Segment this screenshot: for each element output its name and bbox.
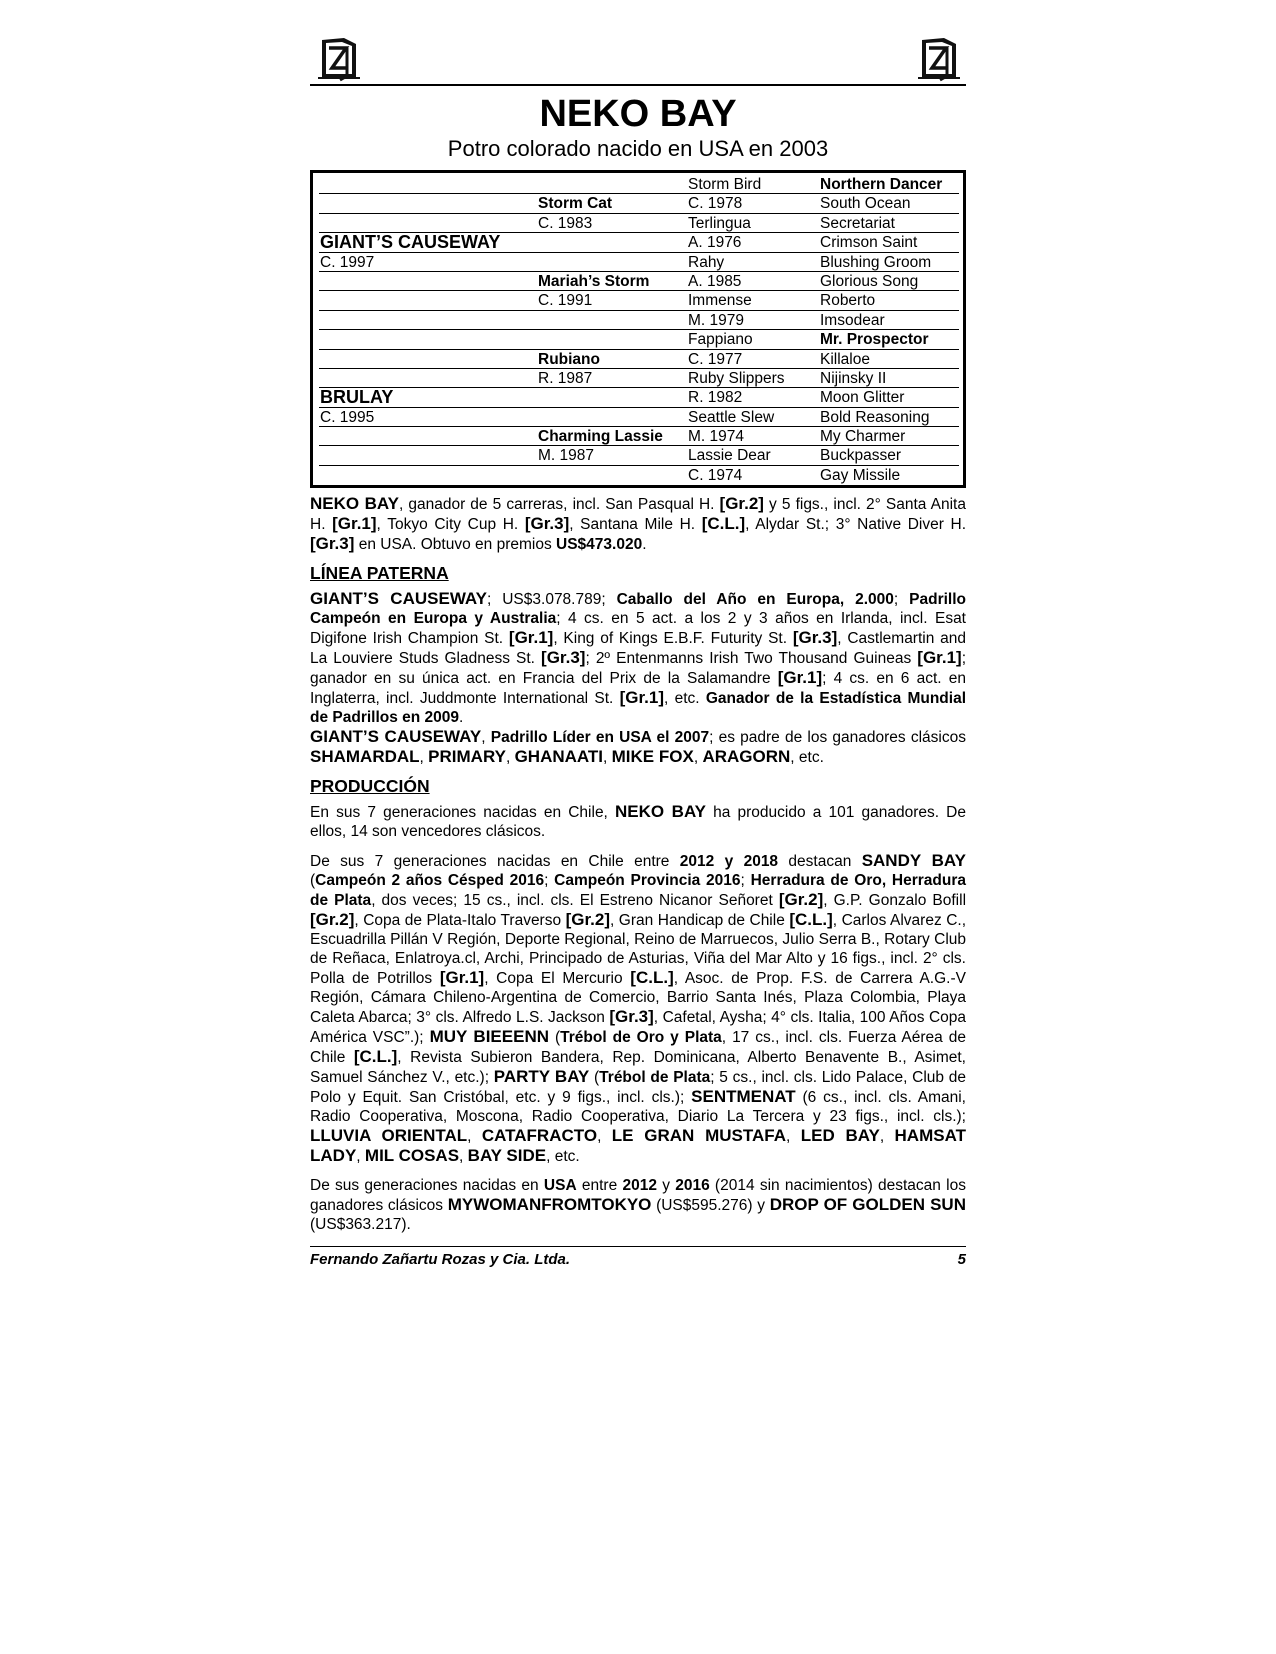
text-run: , etc. — [546, 1148, 580, 1166]
pedigree-cell: M. 1974 — [687, 427, 819, 446]
text-run: ; es padre de los ganadores clásicos — [709, 729, 966, 747]
grade-badge: [C.L.] — [701, 514, 746, 534]
text-run: y 5 figs., incl. 2° Santa Anita H. — [310, 496, 966, 534]
linea-paragraph — [310, 589, 966, 727]
pedigree-cell: Immense — [687, 291, 819, 310]
pedigree-cell — [319, 369, 537, 388]
pedigree-row — [319, 214, 959, 233]
pedigree-row — [319, 194, 959, 213]
body-text — [310, 494, 966, 1234]
horse-name: CATAFRACTO — [481, 1126, 598, 1146]
pedigree-cell: Imsodear — [819, 311, 959, 330]
text-run: ; 5 cs., incl. cls. Lido Palace, Club de Polo y Equit. San Cristóbal, etc. y 9 figs., incl. cls.); — [310, 1069, 967, 1107]
pedigree-cell: C. 1978 — [687, 194, 819, 213]
pedigree-cell: C. 1977 — [687, 350, 819, 369]
text-run: entre — [576, 1177, 623, 1195]
horse-name: GIANT’S CAUSEWAY — [310, 589, 487, 609]
grade-badge: [Gr.2] — [310, 910, 355, 930]
pedigree-cell — [319, 194, 537, 213]
text-run: (6 cs., incl. cls. Amani, Radio Cooperativa, Moscona, Radio Cooperativa, Diario La Tercera y 23 figs., incl. cls.); — [310, 1089, 966, 1126]
text-run: , — [603, 749, 612, 767]
pedigree-cell: Rubiano — [537, 350, 687, 369]
text-run: Campeón Provincia 2016 — [554, 872, 741, 890]
text-run: De sus 7 generaciones nacidas en Chile entre — [310, 853, 680, 871]
pedigree-cell — [537, 388, 687, 407]
text-run: , — [505, 749, 515, 767]
pedigree-row — [319, 330, 959, 349]
pedigree-row — [319, 446, 959, 465]
linea-paragraph — [310, 727, 966, 767]
text-run: , ganador de 5 carreras, incl. San Pasqual H. — [398, 496, 720, 514]
pedigree-cell: Seattle Slew — [687, 408, 819, 427]
pedigree-cell: A. 1976 — [687, 233, 819, 252]
text-run: , — [419, 749, 429, 767]
pedigree-cell: C. 1997 — [319, 253, 537, 272]
pedigree-cell: Killaloe — [819, 350, 959, 369]
text-run: destacan — [778, 853, 862, 871]
pedigree-cell: C. 1974 — [688, 466, 743, 484]
grade-badge: [Gr.1] — [917, 648, 962, 668]
horse-name: BAY SIDE — [467, 1146, 547, 1166]
text-run: De sus generaciones nacidas en — [310, 1177, 544, 1195]
text-run: ; US$3.078.789; — [486, 591, 617, 609]
text-run: , etc. — [790, 749, 824, 767]
text-run: , King of Kings E.B.F. Futurity St. — [553, 630, 793, 648]
text-run: , — [467, 1128, 482, 1146]
text-run: ; 4 cs. en 6 act. en Inglaterra, incl. Juddmonte International St. — [310, 670, 966, 708]
intro-paragraph — [310, 494, 966, 554]
text-run: (US$363.217). — [310, 1216, 411, 1234]
pedigree-cell: C. 1991 — [537, 291, 687, 310]
page-header — [310, 30, 966, 86]
page-subtitle: Potro colorado nacido en USA en 2003 — [447, 136, 829, 161]
pedigree-cell — [319, 214, 537, 233]
produccion-paragraph — [310, 1176, 966, 1234]
grade-badge: [Gr.1] — [439, 968, 485, 988]
grade-badge: [Gr.3] — [609, 1007, 654, 1027]
produccion-paragraph — [310, 802, 966, 841]
pedigree-cell: R. 1987 — [537, 369, 687, 388]
pedigree-cell — [319, 272, 537, 291]
text-run: , etc. — [664, 690, 706, 708]
text-run: , Santana Mile H. — [569, 516, 702, 534]
text-run: (US$595.276) y — [651, 1197, 770, 1215]
zr-logo-icon — [316, 34, 362, 82]
text-run: Trébol de Plata — [599, 1069, 711, 1087]
pedigree-cell: South Ocean — [819, 194, 959, 213]
text-run: . — [642, 536, 647, 554]
grade-badge: [C.L.] — [353, 1047, 398, 1067]
pedigree-cell: Lassie Dear — [687, 446, 819, 465]
pedigree-cell: Secretariat — [819, 214, 959, 233]
text-run: ; — [740, 872, 751, 890]
text-run: ; — [544, 872, 555, 890]
text-run: , — [879, 1128, 895, 1146]
text-run: , Castlemartin and La Louviere Studs Gladness St. — [310, 630, 966, 668]
page-footer — [310, 1246, 966, 1268]
pedigree-row — [319, 311, 959, 330]
text-run: , Revista Subieron Bandera, Rep. Dominicana, Alberto Benavente B., Asimet, Samuel Sánchez V., etc.); — [310, 1049, 966, 1087]
pedigree-cell: Ruby Slippers — [687, 369, 819, 388]
text-run: , Gran Handicap de Chile — [610, 912, 790, 930]
pedigree-cell: My Charmer — [819, 427, 959, 446]
text-run: . — [459, 709, 464, 727]
prize-amount: US$473.020 — [556, 536, 643, 554]
pedigree-cell — [319, 446, 537, 465]
pedigree-cell: BRULAY — [319, 388, 537, 407]
pedigree-cell — [319, 311, 537, 330]
pedigree-cell — [319, 291, 537, 310]
horse-name: DROP OF GOLDEN SUN — [769, 1195, 966, 1215]
text-run: , — [693, 749, 703, 767]
pedigree-cell: Fappiano — [687, 330, 819, 349]
text-run: , dos veces; 15 cs., incl. cls. El Estreno Nicanor Señoret — [371, 892, 779, 910]
grade-badge: [Gr.2] — [778, 890, 824, 910]
text-run: , Copa El Mercurio — [484, 970, 631, 988]
text-run: ha producido a 101 ganadores. De ellos, 14 son vencedores clásicos. — [310, 804, 966, 841]
grade-badge: [C.L.] — [630, 968, 674, 988]
pedigree-cell — [537, 311, 687, 330]
text-run: Caballo del Año en Europa, 2.000 — [616, 591, 894, 609]
horse-name: GIANT’S CAUSEWAY — [310, 727, 482, 747]
text-run: 2012 y 2018 — [679, 853, 779, 871]
text-run: ; 2º Entenmanns Irish Two Thousand Guineas — [585, 650, 918, 668]
grade-badge: [Gr.1] — [619, 688, 665, 708]
horse-name: MIKE FOX — [611, 747, 694, 767]
pedigree-row — [319, 427, 959, 446]
text-run: 2016 — [675, 1177, 710, 1195]
text-run: Padrillo Líder en USA el 2007 — [490, 729, 710, 747]
grade-badge: [Gr.1] — [508, 628, 554, 648]
grade-badge: [Gr.3] — [792, 628, 838, 648]
horse-name: MYWOMANFROMTOKYO — [447, 1195, 652, 1215]
grade-badge: [Gr.1] — [332, 514, 377, 534]
text-run: Padrillo Campeón en Europa y Australia — [310, 591, 966, 628]
grade-badge: [Gr.3] — [541, 648, 586, 668]
pedigree-cell: Crimson Saint — [819, 233, 959, 252]
pedigree-cell: Mariah’s Storm — [537, 272, 687, 291]
text-run: Trébol de Oro y Plata — [560, 1029, 722, 1047]
pedigree-cell: Storm Cat — [537, 194, 687, 213]
grade-badge: [C.L.] — [789, 910, 833, 930]
text-run: en USA. Obtuvo en premios — [354, 536, 557, 554]
pedigree-cell — [537, 175, 687, 194]
text-run: Ganador de la Estadística Mundial de Padrillos en 2009 — [310, 690, 967, 727]
text-run: , Tokyo City Cup H. — [376, 516, 525, 534]
pedigree-cell: R. 1982 — [687, 388, 819, 407]
pedigree-cell — [537, 466, 687, 485]
text-run: , — [597, 1128, 612, 1146]
pedigree-cell — [319, 427, 537, 446]
pedigree-cell — [319, 330, 537, 349]
pedigree-cell: C. 1983 — [537, 214, 687, 233]
text-run: USA — [543, 1177, 577, 1195]
pedigree-cell: M. 1987 — [537, 446, 687, 465]
horse-name: LLUVIA ORIENTAL — [310, 1126, 468, 1146]
text-run: , — [481, 729, 491, 747]
horse-name: PARTY BAY — [493, 1067, 590, 1087]
horse-name: LE GRAN MUSTAFA — [611, 1126, 787, 1146]
pedigree-cell: A. 1985 — [687, 272, 819, 291]
page-number: 5 — [957, 1251, 966, 1269]
horse-name: NEKO BAY — [310, 494, 399, 514]
produccion-paragraph — [310, 851, 966, 1166]
grade-badge: [Gr.2] — [565, 910, 610, 930]
horse-name: SHAMARDAL — [310, 747, 420, 767]
pedigree-cell — [537, 233, 687, 252]
text-run: Herradura de Oro, Herradura de Plata — [310, 872, 966, 910]
pedigree-row — [319, 408, 959, 427]
text-run: , Copa de Plata-Italo Traverso — [354, 912, 566, 930]
pedigree-row — [319, 369, 959, 388]
grade-badge: [Gr.3] — [524, 514, 570, 534]
text-run: , — [786, 1128, 801, 1146]
zr-logo-icon — [916, 34, 962, 82]
pedigree-cell: Bold Reasoning — [819, 408, 959, 427]
horse-name: MIL COSAS — [364, 1146, 460, 1166]
section-heading-linea: LÍNEA PATERNA — [310, 563, 449, 584]
pedigree-cell: Gay Missile — [820, 466, 901, 484]
pedigree-row — [319, 272, 959, 291]
text-run: En sus 7 generaciones nacidas en Chile, — [310, 804, 616, 822]
horse-name: GHANAATI — [514, 747, 604, 767]
text-run: Campeón 2 años Césped 2016 — [315, 872, 545, 890]
horse-name: PRIMARY — [428, 747, 506, 767]
horse-name: SENTMENAT — [691, 1087, 796, 1107]
horse-name: SANDY BAY — [861, 851, 966, 871]
pedigree-cell: Rahy — [687, 253, 819, 272]
pedigree-row — [319, 350, 959, 369]
pedigree-cell — [319, 350, 537, 369]
section-heading-produccion: PRODUCCIÓN — [310, 776, 430, 797]
text-run: , — [459, 1148, 468, 1166]
pedigree-cell: GIANT’S CAUSEWAY — [319, 233, 537, 252]
grade-badge: [Gr.1] — [777, 668, 823, 688]
pedigree-cell — [537, 330, 687, 349]
pedigree-cell: Terlingua — [687, 214, 819, 233]
text-run: ( — [549, 1029, 561, 1047]
pedigree-row — [319, 466, 959, 485]
text-run: , Carlos Alvarez C., Escuadrilla Pillán V Región, Deporte Regional, Reino de Marruecos, Julio Serra B., Rotary Club de Reñaca, Enlatroya.cl, Archi, Principado de Asturias, Viña del Mar Alto y 16 figs., incl. 2° cls. Polla de Potrillos — [310, 912, 966, 988]
pedigree-cell — [319, 175, 537, 194]
pedigree-cell: Mr. Prospector — [819, 330, 959, 349]
pedigree-row — [319, 253, 959, 272]
text-run: y — [656, 1177, 676, 1195]
text-run: 2012 — [622, 1177, 657, 1195]
text-run: ; ganador en su única act. en Francia del Prix de la Salamandre — [310, 650, 966, 688]
pedigree-cell — [537, 408, 687, 427]
text-run: , Alydar St.; 3° Native Diver H. — [745, 516, 967, 534]
grade-badge: [Gr.2] — [719, 494, 764, 514]
text-run: , Cafetal, Aysha; 4° cls. Italia, 100 Años Copa América VSC”.); — [310, 1009, 966, 1047]
pedigree-cell: Northern Dancer — [819, 175, 959, 194]
pedigree-cell: Storm Bird — [687, 175, 819, 194]
text-run: , 17 cs., incl. cls. Fuerza Aérea de Chile — [310, 1029, 966, 1067]
horse-name: MUY BIEEENN — [429, 1027, 549, 1047]
pedigree-cell: Roberto — [819, 291, 959, 310]
pedigree-row — [319, 388, 959, 407]
pedigree-cell: Nijinsky II — [819, 369, 959, 388]
pedigree-row — [319, 175, 959, 194]
pedigree-row — [319, 291, 959, 310]
text-run: ; 4 cs. en 5 act. a los 2 y 3 años en Irlanda, incl. Esat Digifone Irish Champion St. — [310, 610, 966, 648]
pedigree-cell: Moon Glitter — [819, 388, 959, 407]
pedigree-cell: M. 1979 — [687, 311, 819, 330]
horse-name: NEKO BAY — [615, 802, 707, 822]
text-run: , — [356, 1148, 365, 1166]
horse-name: LED BAY — [800, 1126, 880, 1146]
text-run: , Asoc. de Prop. F.S. de Carrera A.G.-V Región, Cámara Chileno-Argentina de Comercio, Barrio Santa Inés, Plaza Colombia, Playa Caleta Abarca; 3° cls. Alfredo L.S. Jackson — [310, 970, 966, 1027]
pedigree-cell: Glorious Song — [819, 272, 959, 291]
pedigree-cell — [319, 466, 537, 485]
text-run: ; — [893, 591, 910, 609]
pedigree-table — [310, 170, 966, 488]
pedigree-cell — [537, 253, 687, 272]
footer-company: Fernando Zañartu Rozas y Cia. Ltda. — [310, 1251, 571, 1269]
pedigree-cell: Buckpasser — [819, 446, 959, 465]
grade-badge: [Gr.3] — [310, 534, 355, 554]
horse-name: ARAGORN — [702, 747, 791, 767]
text-run: ( — [589, 1069, 600, 1087]
pedigree-cell: Blushing Groom — [819, 253, 959, 272]
pedigree-row — [319, 233, 959, 252]
pedigree-cell: Charming Lassie — [537, 427, 687, 446]
text-run: , G.P. Gonzalo Bofill — [823, 892, 967, 910]
document-page — [310, 30, 966, 1268]
page-title: NEKO BAY — [539, 93, 737, 135]
text-run: ( — [310, 872, 316, 890]
horse-name: HAMSAT LADY — [310, 1126, 966, 1166]
text-run: (2014 sin nacimientos) destacan los ganadores clásicos — [310, 1177, 966, 1215]
pedigree-cell: C. 1995 — [319, 408, 537, 427]
